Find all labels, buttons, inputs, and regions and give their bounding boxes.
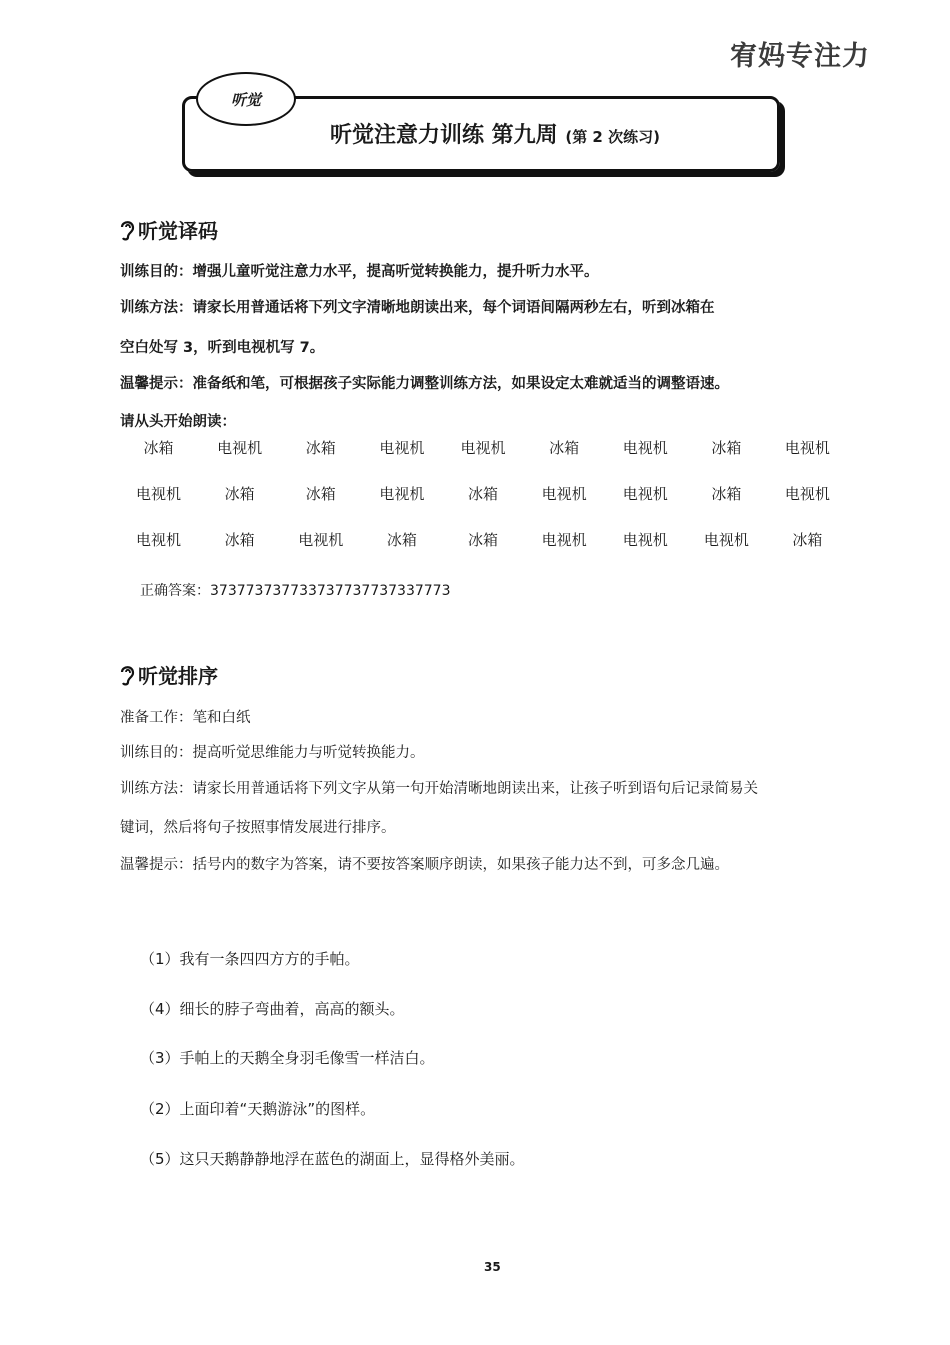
word-item: 电视机 — [379, 485, 425, 503]
section-title-text: 听觉排序 — [138, 664, 218, 688]
word-item: 电视机 — [379, 439, 425, 457]
word-item: 电视机 — [622, 531, 668, 549]
sequencing-method-2: 键词，然后将句子按照事情发展进行排序。 — [120, 820, 396, 836]
decoding-method-2: 空白处写 3，听到电视机写 7。 — [120, 340, 325, 356]
word-item: 电视机 — [541, 531, 587, 549]
sentence-item: （2）上面印着“天鹅游泳”的图样。 — [140, 1100, 376, 1118]
word-item: 冰箱 — [143, 439, 174, 457]
decoding-method-1: 训练方法：请家长用普通话将下列文字清晰地朗读出来，每个词语间隔两秒左右，听到冰箱在 — [120, 300, 715, 316]
page-title-main: 听觉注意力训练 第九周 — [330, 123, 558, 148]
ear-icon — [118, 218, 136, 242]
word-item: 电视机 — [541, 485, 587, 503]
watermark: 宥妈专注力 — [730, 41, 870, 72]
section-title-sequencing — [118, 660, 218, 689]
sequencing-purpose: 训练目的：提高听觉思维能力与听觉转换能力。 — [120, 745, 425, 761]
word-item: 冰箱 — [711, 439, 742, 457]
page-title — [330, 118, 660, 149]
banner-tag: 听觉 — [196, 72, 296, 126]
word-item: 电视机 — [703, 531, 749, 549]
section-title-text: 听觉译码 — [138, 219, 218, 243]
ear-icon — [118, 663, 136, 687]
word-item: 冰箱 — [224, 485, 255, 503]
word-item: 冰箱 — [549, 439, 580, 457]
sentence-item: （1）我有一条四四方方的手帕。 — [140, 950, 360, 968]
page-title-sub: (第 2 次练习) — [565, 128, 660, 146]
word-item: 电视机 — [784, 439, 830, 457]
page-number: 35 — [484, 1260, 501, 1274]
word-item: 冰箱 — [305, 439, 336, 457]
decoding-start: 请从头开始朗读： — [120, 414, 236, 430]
sequencing-method-1: 训练方法：请家长用普通话将下列文字从第一句开始清晰地朗读出来，让孩子听到语句后记录简易关 — [120, 781, 758, 797]
word-item: 电视机 — [460, 439, 506, 457]
word-item: 冰箱 — [305, 485, 336, 503]
word-item: 电视机 — [784, 485, 830, 503]
sentence-item: （5）这只天鹅静静地浮在蓝色的湖面上，显得格外美丽。 — [140, 1150, 525, 1168]
word-item: 冰箱 — [711, 485, 742, 503]
word-item: 电视机 — [622, 485, 668, 503]
word-grid — [118, 437, 848, 551]
word-item: 电视机 — [136, 485, 182, 503]
decoding-answer: 正确答案：373773737733737737737337773 — [140, 583, 451, 599]
word-item: 冰箱 — [467, 485, 498, 503]
word-item: 电视机 — [298, 531, 344, 549]
sequencing-tip: 温馨提示：括号内的数字为答案，请不要按答案顺序朗读，如果孩子能力达不到，可多念几遍。 — [120, 857, 729, 873]
sentence-item: （3）手帕上的天鹅全身羽毛像雪一样洁白。 — [140, 1049, 435, 1067]
word-item: 冰箱 — [386, 531, 417, 549]
word-item: 电视机 — [136, 531, 182, 549]
word-item: 冰箱 — [224, 531, 255, 549]
section-title-decoding — [118, 215, 218, 244]
sentence-item: （4）细长的脖子弯曲着，高高的额头。 — [140, 1000, 405, 1018]
word-item: 电视机 — [622, 439, 668, 457]
word-item: 冰箱 — [467, 531, 498, 549]
word-item: 冰箱 — [792, 531, 823, 549]
decoding-purpose: 训练目的：增强儿童听觉注意力水平，提高听觉转换能力，提升听力水平。 — [120, 264, 599, 280]
decoding-tip: 温馨提示：准备纸和笔，可根据孩子实际能力调整训练方法，如果设定太难就适当的调整语速。 — [120, 376, 729, 392]
word-item: 电视机 — [217, 439, 263, 457]
sequencing-prep: 准备工作：笔和白纸 — [120, 710, 251, 726]
